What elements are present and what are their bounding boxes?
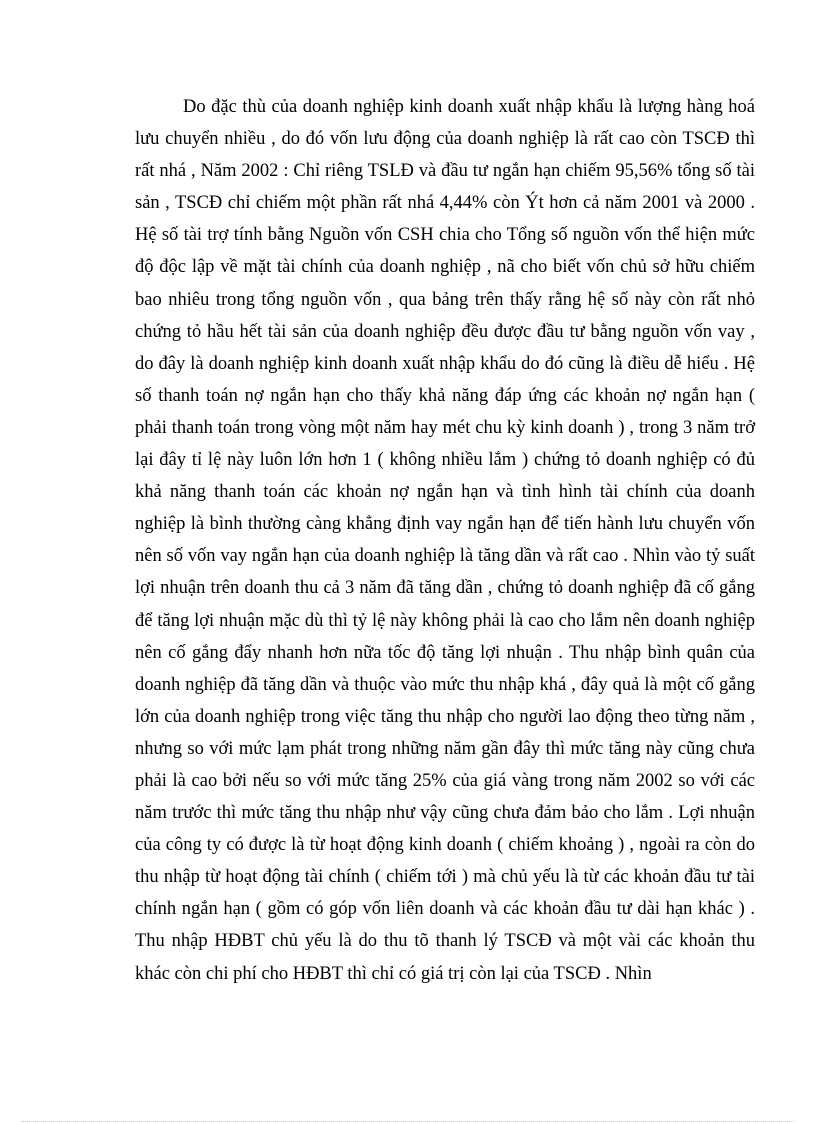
page-bottom-divider: [22, 1121, 794, 1122]
body-paragraph: Do đặc thù của doanh nghiệp kinh doanh xuất nhập khẩu là lượng hàng hoá lưu chuyển nhiều , do đó vốn lưu động của doanh nghiệp là rất cao còn TSCĐ thì rất nhá , Năm 2002 : Chỉ riêng TSLĐ và đầu tư ngắn hạn chiếm 95,56% tổng số tài sản , TSCĐ chỉ chiếm một phần rất nhá 4,44% còn Ýt hơn cả năm 2001 và 2000 . Hệ số tài trợ tính bằng Nguồn vốn CSH chia cho Tổng số nguồn vốn thể hiện mức độ độc lập về mặt tài chính của doanh nghiệp , nã cho biết vốn chủ sở hữu chiếm bao nhiêu trong tổng nguồn vốn , qua bảng trên thấy rằng hệ số này còn rất nhỏ chứng tỏ hầu hết tài sản của doanh nghiệp đều được đầu tư bằng nguồn vốn vay , do đây là doanh nghiệp kinh doanh xuất nhập khẩu do đó cũng là điều dễ hiểu . Hệ số thanh toán nợ ngắn hạn cho thấy khả năng đáp ứng các khoản nợ ngắn hạn ( phải thanh toán trong vòng một năm hay mét chu kỳ kinh doanh ) , trong 3 năm trở lại đây tỉ lệ này luôn lớn hơn 1 ( không nhiều lắm ) chứng tỏ doanh nghiệp có đủ khả năng thanh toán các khoản nợ ngắn hạn và tình hình tài chính của doanh nghiệp là bình thường càng khẳng định vay ngắn hạn để tiến hành lưu chuyển vốn nên số vốn vay ngắn hạn của doanh nghiệp là tăng dần và rất cao . Nhìn vào tỷ suất lợi nhuận trên doanh thu cả 3 năm đã tăng dần , chứng tỏ doanh nghiệp đã cố gắng để tăng lợi nhuận mặc dù thì tỷ lệ này không phải là cao cho lắm nên doanh nghiệp nên cố gắng đẩy nhanh hơn nữa tốc độ tăng lợi nhuận . Thu nhập bình quân của doanh nghiệp đã tăng dần và thuộc vào mức thu nhập khá , đây quả là một cố gắng lớn của doanh nghiệp trong việc tăng thu nhập cho người lao động theo từng năm , nhưng so với mức lạm phát trong những năm gần đây thì mức tăng này cũng chưa phải là cao bởi nếu so với mức tăng 25% của giá vàng trong năm 2002 so với các năm trước thì mức tăng thu nhập như vậy cũng chưa đảm bảo cho lắm . Lợi nhuận của công ty có được là từ hoạt động kinh doanh ( chiếm khoảng ) , ngoài ra còn do thu nhập từ hoạt động tài chính ( chiếm tới ) mà chủ yếu là từ các khoản đầu tư tài chính ngắn hạn ( gồm có góp vốn liên doanh và các khoản đầu tư dài hạn khác ) . Thu nhập HĐBT chủ yếu là do thu tõ thanh lý TSCĐ và một vài các khoản thu khác còn chi phí cho HĐBT thì chỉ có giá trị còn lại của TSCĐ . Nhìn: [135, 97, 755, 984]
